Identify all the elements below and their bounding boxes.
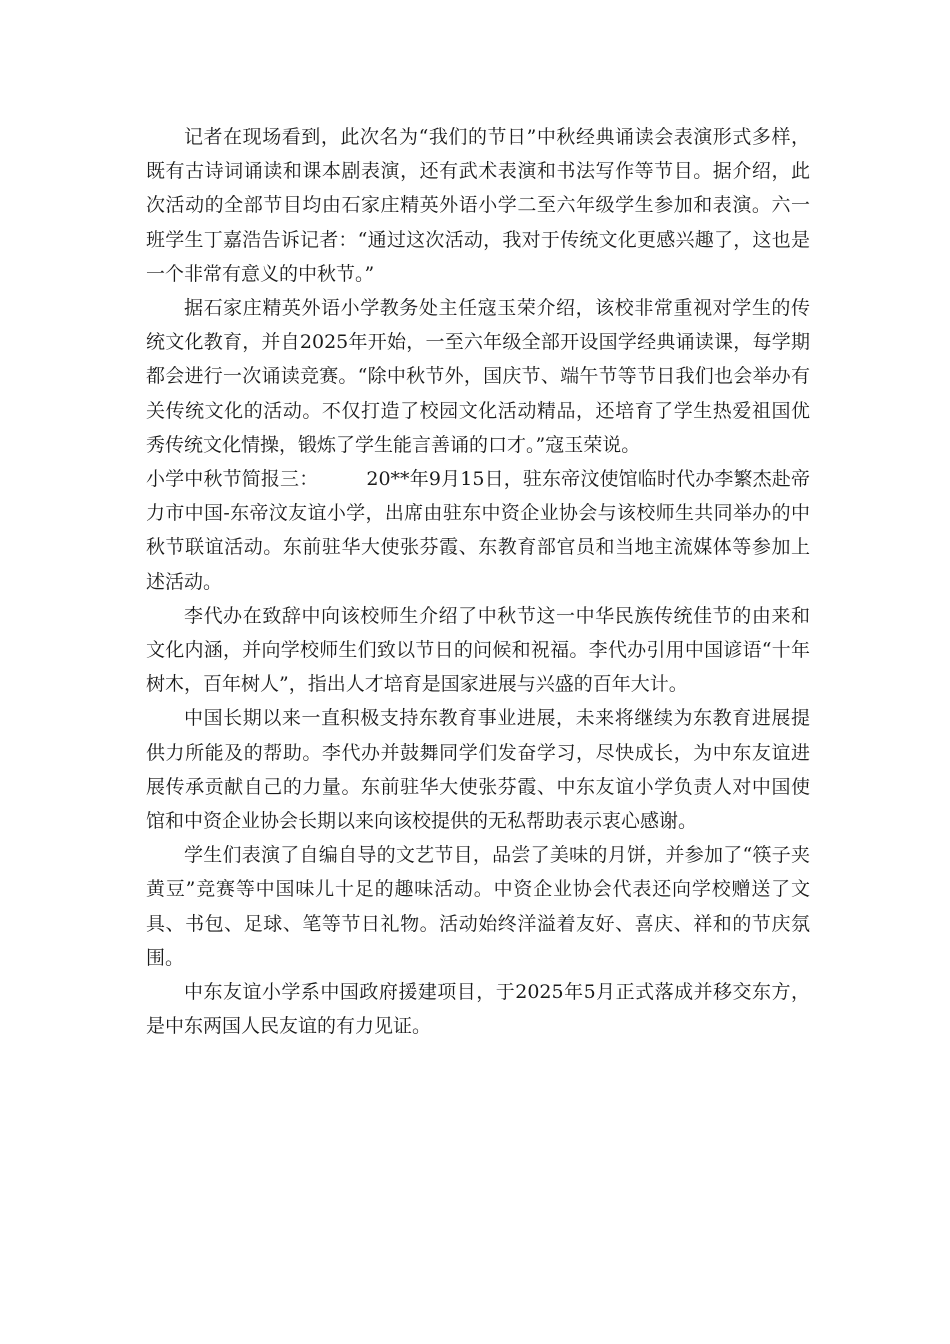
paragraph-school-project: 中东友谊小学系中国政府援建项目，于2025年5月正式落成并移交东方，是中东两国人民友谊的有力见证。	[146, 981, 810, 1038]
document-body	[146, 120, 810, 1043]
paragraph-support: 中国长期以来一直积极支持东教育事业进展，未来将继续为东教育进展提供力所能及的帮助。李代办并鼓舞同学们发奋学习，尽快成长，为中东友谊进展传承贡献自己的力量。东前驻华大使张芬霞、中东友谊小学负责人对中国使馆和中资企业协会长期以来向该校提供的无私帮助表示衷心感谢。	[146, 707, 810, 833]
section-lead-text: 20**年9月15日，驻东帝汶使馆临时代办李繁杰赴帝力市中国-东帝汶友谊小学，出席由驻东中资企业协会与该校师生共同举办的中秋节联谊活动。东前驻华大使张芬霞、东教育部官员和当地主流媒体等参加上述活动。	[146, 468, 810, 593]
section-heading: 小学中秋节简报三：	[146, 468, 319, 491]
section-report-three	[146, 462, 810, 599]
paragraph-performances: 学生们表演了自编自导的文艺节目，品尝了美味的月饼，并参加了“筷子夹黄豆”竞赛等中国味儿十足的趣味活动。中资企业协会代表还向学校赠送了文具、书包、足球、笔等节日礼物。活动始终洋溢着友好、喜庆、祥和的节庆氛围。	[146, 844, 810, 969]
paragraph-school-education: 据石家庄精英外语小学教务处主任寇玉荣介绍，该校非常重视对学生的传统文化教育，并自2025年开始，一至六年级全部开设国学经典诵读课，每学期都会进行一次诵读竞赛。“除中秋节外，国庆节、端午节等节日我们也会举办有关传统文化的活动。不仅打造了校园文化活动精品，还培育了学生热爱祖国优秀传统文化情操，锻炼了学生能言善诵的口才。”寇玉荣说。	[146, 297, 810, 456]
paragraph-speech: 李代办在致辞中向该校师生介绍了中秋节这一中华民族传统佳节的由来和文化内涵，并向学校师生们致以节日的问候和祝福。李代办引用中国谚语“十年树木，百年树人”，指出人才培育是国家进展与兴盛的百年大计。	[146, 604, 810, 696]
paragraph-recital-event: 记者在现场看到，此次名为“我们的节日”中秋经典诵读会表演形式多样，既有古诗词诵读和课本剧表演，还有武术表演和书法写作等节目。据介绍，此次活动的全部节目均由石家庄精英外语小学二至六年级学生参加和表演。六一班学生丁嘉浩告诉记者：“通过这次活动，我对于传统文化更感兴趣了，这也是一个非常有意义的中秋节。”	[146, 126, 810, 285]
